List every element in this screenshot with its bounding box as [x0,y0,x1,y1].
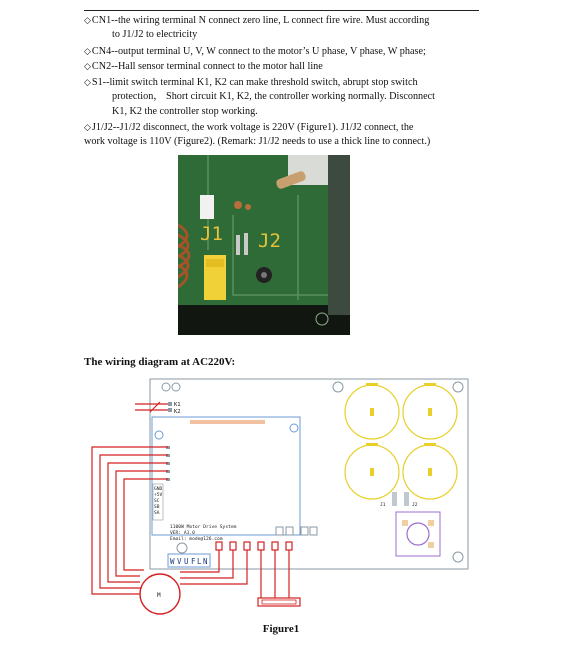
terminal-label-v: V [177,557,182,566]
switch-label-k2: K2 [174,409,181,415]
hall-label: SA [154,511,160,516]
photo-label-j2: J2 [258,230,281,252]
wiring-diagram [80,372,480,622]
hall-label: GND [154,487,163,492]
jumper-label-j2: J2 [412,503,418,508]
diamond-bullet-icon: ◇ [84,16,91,26]
instruction-j1j2-line1: J1/J2--J1/J2 disconnect, the work voltage is 220V (Figure1). J1/J2 connect, the [91,122,414,133]
jumper-label-j1: J1 [380,503,386,508]
top-rule [84,10,479,11]
board-title: 1100W Motor Drive System [170,525,237,530]
instruction-cn1-line2: to J1/J2 to electricity [112,29,198,41]
board-version: VER: A1.0 [170,531,195,536]
board-email: Email: mode@126.com [170,537,223,542]
instruction-cn2-text: CN2--Hall sensor terminal connect to the motor hall line [91,61,323,72]
instruction-j1j2-line2: work voltage is 110V (Figure2). (Remark: J1/J2 needs to use a thick line to connect.) [84,136,431,148]
control-module [152,417,300,535]
photo-label-j1: J1 [200,223,223,245]
pin-header [190,420,265,424]
power-plug [258,598,300,606]
jumper-j2-pad [404,492,409,506]
diamond-bullet-icon: ◇ [84,47,91,57]
instruction-j1j2 [84,121,480,150]
terminal-label-n: N [203,557,208,566]
diamond-bullet-icon: ◇ [84,123,91,133]
motor-label: M [157,592,161,599]
terminal-label-f: F [191,557,196,566]
instruction-s1 [84,76,480,119]
diamond-bullet-icon: ◇ [84,62,91,72]
diamond-bullet-icon: ◇ [84,78,91,88]
terminal-label-l: L [197,557,202,566]
instruction-cn1-line1: CN1--the wiring terminal N connect zero line, L connect fire wire. Must according [91,15,430,26]
hall-label: SC [154,499,160,504]
instruction-cn1 [84,14,480,43]
instruction-s1-line3: K1, K2 the controller stop working. [112,105,258,117]
instruction-cn4 [84,45,480,59]
figure-caption: Figure1 [262,623,300,635]
instruction-s1-line2: protection， Short circuit K1, K2, the controller working normally. Disconnect [112,91,435,103]
instruction-s1-line1: S1--limit switch terminal K1, K2 can make threshold switch, abrupt stop switch [91,77,418,88]
board-photo [178,155,350,335]
terminal-label-u: U [184,557,189,566]
hall-label: SB [154,505,160,510]
instruction-cn4-text: CN4--output terminal U, V, W connect to the motor’s U phase, V phase, W phase; [91,46,426,57]
section-heading: The wiring diagram at AC220V: [84,356,236,368]
hall-label: +5V [154,493,163,498]
terminal-block [168,554,210,567]
jumper-j1-pad [392,492,397,506]
switch-label-k1: K1 [174,402,181,408]
instruction-cn2 [84,60,480,74]
terminal-label-w: W [170,557,175,566]
